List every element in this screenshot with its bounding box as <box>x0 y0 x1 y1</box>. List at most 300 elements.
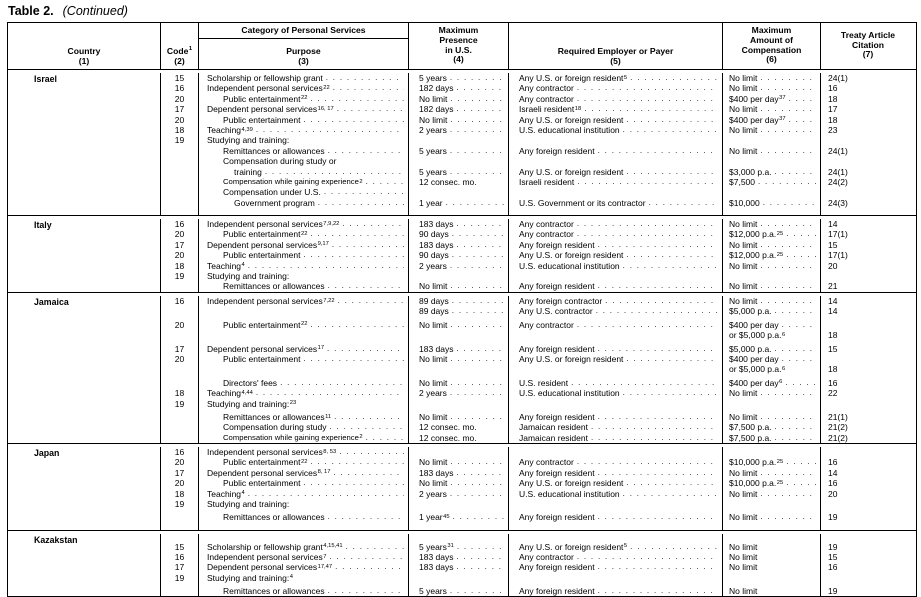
dot-leader <box>598 586 718 596</box>
cell-treaty <box>821 135 915 145</box>
dot-leader <box>626 354 718 364</box>
cell-employer <box>509 83 723 93</box>
cell-employer <box>509 250 723 260</box>
cell-purpose-text: Scholarship or fellowship grant <box>207 541 323 552</box>
dot-leader <box>280 378 404 388</box>
cell-compensation <box>723 156 821 166</box>
cell-code-text: 19 <box>174 398 185 409</box>
cell-treaty <box>821 240 915 250</box>
cell-code <box>161 562 199 572</box>
cell-purpose-text: Public entertainment <box>223 319 301 330</box>
cell-purpose: Remittances or allowances $^{11}$ . . . <box>199 412 409 422</box>
table-label: Table 2. <box>8 4 54 18</box>
cell-compensation <box>723 354 821 364</box>
cell-presence <box>409 271 509 281</box>
cell-presence <box>409 433 509 443</box>
cell-code-text: 20 <box>174 457 185 468</box>
cell-country <box>8 354 161 364</box>
cell-treaty-text: 24(1) <box>828 145 848 156</box>
cell-employer-text: Any foreign resident <box>519 585 595 596</box>
cell-compensation <box>723 320 821 330</box>
cell-presence-text: 5 years <box>419 166 447 177</box>
cell-code <box>161 229 199 239</box>
cell-employer <box>509 320 723 330</box>
cell-code <box>161 135 199 145</box>
cell-compensation-text: $10,000 p.a. <box>729 457 777 468</box>
cell-employer-text: Any U.S. or foreign resident <box>519 478 624 489</box>
cell-country <box>8 489 161 499</box>
cell-employer <box>509 412 723 422</box>
cell-treaty-text: 21(2) <box>828 432 848 443</box>
table-row <box>8 177 916 187</box>
cell-employer-text: Any U.S. or foreign resident <box>519 73 624 84</box>
cell-compensation: $10,000 p.a. $^{25}$ . . . <box>723 478 821 488</box>
dot-leader <box>450 146 504 156</box>
table-row <box>8 433 916 443</box>
table-row <box>8 94 916 104</box>
cell-treaty-text: 24(1) <box>828 166 848 177</box>
cell-purpose-text: Compensation while gaining experience <box>223 176 359 186</box>
table-row <box>8 198 916 208</box>
dot-leader <box>457 104 505 114</box>
table-row <box>8 552 916 562</box>
cell-purpose-text: Teaching <box>207 388 242 399</box>
filler-row <box>8 523 916 530</box>
dot-leader <box>457 552 505 562</box>
cell-compensation <box>723 586 821 596</box>
cell-employer <box>509 562 723 572</box>
table-row <box>8 562 916 572</box>
cell-presence-text: 2 years <box>419 125 447 135</box>
cell-treaty-text: 16 <box>828 83 838 94</box>
dot-leader <box>450 586 504 596</box>
cell-employer <box>509 156 723 166</box>
header-compensation: Maximum Amount of Compensation (6) <box>723 23 821 69</box>
cell-employer <box>509 534 723 542</box>
table-continued-label: (Continued) <box>62 4 128 18</box>
cell-purpose-text: Remittances or allowances <box>223 585 325 596</box>
cell-code <box>161 354 199 364</box>
cell-purpose <box>199 73 409 83</box>
cell-treaty <box>821 542 915 552</box>
cell-purpose <box>199 198 409 208</box>
dot-leader <box>598 146 718 156</box>
cell-purpose: Dependent personal services $^{9,17}$ . . . <box>199 240 409 250</box>
cell-presence-text: 182 days <box>419 83 454 94</box>
cell-treaty <box>821 104 915 114</box>
cell-presence-text: No limit <box>419 478 448 489</box>
cell-purpose <box>199 306 409 316</box>
cell-compensation <box>723 499 821 509</box>
cell-code-text: 18 <box>174 488 185 499</box>
cell-presence <box>409 229 509 239</box>
cell-treaty <box>821 73 915 83</box>
cell-purpose: Compensation while gaining experience $^2$ . . . <box>199 177 409 187</box>
cell-compensation <box>723 296 821 306</box>
cell-compensation <box>723 146 821 156</box>
cell-compensation-text: No limit <box>729 145 758 156</box>
cell-country <box>8 499 161 509</box>
dot-leader <box>598 468 718 478</box>
header-employer <box>509 23 723 69</box>
cell-code <box>161 156 199 166</box>
dot-leader <box>577 457 718 467</box>
cell-employer-text: Any contractor <box>519 93 574 104</box>
cell-presence <box>409 306 509 316</box>
cell-treaty <box>821 271 915 281</box>
cell-presence <box>409 250 509 260</box>
cell-employer <box>509 177 723 187</box>
cell-employer <box>509 344 723 354</box>
cell-treaty-text: 14 <box>828 467 838 478</box>
dot-leader <box>598 281 718 291</box>
dot-leader <box>626 167 718 177</box>
dot-leader <box>346 542 404 552</box>
cell-compensation-text: $5,000 p.a. <box>729 343 772 354</box>
cell-compensation <box>723 489 821 499</box>
cell-country <box>8 135 161 145</box>
cell-presence-text: No limit <box>419 411 448 422</box>
table-row <box>8 412 916 422</box>
cell-purpose: Dependent personal services $^{17}$ . . . <box>199 344 409 354</box>
cell-compensation-text: $7,500 p.a. <box>729 432 772 443</box>
cell-code <box>161 261 199 271</box>
dot-leader <box>450 94 504 104</box>
cell-compensation-text: $12,000 p.a. <box>729 229 777 240</box>
cell-presence <box>409 489 509 499</box>
cell-treaty-text: 20 <box>828 260 838 271</box>
cell-country <box>8 281 161 291</box>
cell-presence <box>409 320 509 330</box>
dot-leader <box>577 177 718 187</box>
cell-purpose-text: Independent personal services <box>207 296 323 307</box>
dot-leader <box>591 433 718 443</box>
cell-presence <box>409 115 509 125</box>
cell-code-text: 17 <box>174 343 185 354</box>
dot-leader <box>450 167 504 177</box>
cell-country <box>8 344 161 354</box>
table-row <box>8 354 916 364</box>
cell-presence <box>409 296 509 306</box>
dot-leader <box>328 281 404 291</box>
cell-presence-text: 90 days <box>419 229 449 240</box>
cell-country <box>8 198 161 208</box>
table-row <box>8 573 916 583</box>
filler-cell <box>409 208 509 215</box>
dot-leader <box>760 261 816 271</box>
cell-compensation-text: No limit <box>729 562 758 573</box>
cell-presence-text: 1 year <box>419 197 443 208</box>
cell-purpose-text: Dependent personal services <box>207 562 318 573</box>
cell-compensation <box>723 573 821 583</box>
cell-code <box>161 542 199 552</box>
dot-leader <box>775 167 816 177</box>
cell-compensation-text: or $5,000 p.a. <box>729 330 782 341</box>
cell-purpose <box>199 354 409 364</box>
cell-country <box>8 562 161 572</box>
header-country-num: (1) <box>78 56 90 67</box>
cell-employer-text: Any foreign resident <box>519 343 595 354</box>
cell-country <box>8 156 161 166</box>
cell-treaty-text: 19 <box>828 512 838 523</box>
dot-leader <box>332 240 404 250</box>
cell-employer-text: Any foreign resident <box>519 411 595 422</box>
cell-presence-text: No limit <box>419 319 448 330</box>
cell-presence-text: No limit <box>419 281 448 292</box>
dot-leader <box>256 388 404 398</box>
filler-cell <box>161 523 199 530</box>
header-code-label: Code <box>166 46 189 57</box>
cell-employer <box>509 499 723 509</box>
dot-leader <box>591 422 718 432</box>
cell-code <box>161 94 199 104</box>
cell-code <box>161 364 199 374</box>
cell-code <box>161 412 199 422</box>
cell-country <box>8 388 161 398</box>
cell-treaty <box>821 146 915 156</box>
country-name: Italy <box>34 220 52 230</box>
cell-code <box>161 83 199 93</box>
cell-purpose: Scholarship or fellowship grant $^{4,15,41}$ . . . <box>199 542 409 552</box>
cell-code <box>161 296 199 306</box>
cell-presence <box>409 146 509 156</box>
table-row <box>8 478 916 488</box>
cell-code <box>161 512 199 522</box>
cell-treaty <box>821 156 915 166</box>
cell-code <box>161 378 199 388</box>
cell-code <box>161 586 199 596</box>
cell-purpose <box>199 586 409 596</box>
cell-treaty <box>821 296 915 306</box>
cell-presence <box>409 552 509 562</box>
cell-treaty <box>821 489 915 499</box>
cell-code-text: 18 <box>174 125 185 135</box>
header-code <box>161 23 199 69</box>
dot-leader <box>782 354 816 364</box>
cell-code <box>161 104 199 114</box>
cell-code-text: 16 <box>174 219 185 230</box>
cell-employer: Israeli resident $^{18}$ . . . <box>509 104 723 114</box>
cell-purpose: Public entertainment $^{22}$ . . . <box>199 94 409 104</box>
cell-code <box>161 198 199 208</box>
filler-cell <box>509 523 723 530</box>
dot-leader <box>452 296 504 306</box>
cell-country <box>8 552 161 562</box>
table-row <box>8 542 916 552</box>
cell-employer-text: Any foreign resident <box>519 145 595 156</box>
cell-presence-text: 89 days <box>419 306 449 317</box>
cell-compensation <box>723 433 821 443</box>
cell-presence <box>409 499 509 509</box>
cell-presence-text: No limit <box>419 377 448 388</box>
cell-employer <box>509 512 723 522</box>
cell-employer <box>509 187 723 197</box>
cell-treaty <box>821 433 915 443</box>
dot-leader <box>760 489 816 499</box>
dot-leader <box>326 73 404 83</box>
cell-compensation <box>723 281 821 291</box>
dot-leader <box>623 261 718 271</box>
cell-purpose: Independent personal services $^7$ . . . <box>199 552 409 562</box>
cell-treaty-text: 18 <box>828 93 838 104</box>
cell-country <box>8 167 161 177</box>
table-row <box>8 104 916 114</box>
cell-employer-text: Any U.S. contractor <box>519 306 593 317</box>
cell-employer-text: Any contractor <box>519 551 574 562</box>
cell-purpose <box>199 156 409 166</box>
cell-treaty-text: 15 <box>828 239 838 250</box>
cell-compensation: or $5,000 p.a. $^6$ <box>723 364 821 374</box>
dot-leader <box>450 354 504 364</box>
cell-code <box>161 534 199 542</box>
cell-purpose-text: Independent personal services <box>207 447 323 458</box>
cell-treaty <box>821 552 915 562</box>
table-row <box>8 296 916 306</box>
cell-country <box>8 271 161 281</box>
cell-presence <box>409 412 509 422</box>
table-row <box>8 146 916 156</box>
cell-compensation-text: $400 per day <box>729 114 779 125</box>
dot-leader <box>775 422 816 432</box>
cell-presence <box>409 478 509 488</box>
dot-leader <box>366 177 404 187</box>
cell-treaty <box>821 412 915 422</box>
cell-employer <box>509 447 723 457</box>
cell-employer <box>509 94 723 104</box>
cell-purpose <box>199 167 409 177</box>
dot-leader <box>450 320 504 330</box>
cell-employer <box>509 229 723 239</box>
cell-purpose-text: training <box>234 166 262 177</box>
dot-leader <box>248 489 404 499</box>
cell-presence-text: 5 years <box>419 145 447 156</box>
cell-purpose <box>199 271 409 281</box>
dot-leader <box>760 219 816 229</box>
cell-compensation-text: No limit <box>729 73 758 84</box>
dot-leader <box>457 240 505 250</box>
cell-presence-text: 2 years <box>419 260 447 271</box>
cell-treaty-text: 24(3) <box>828 197 848 208</box>
header-category: Category of Personal Services <box>199 23 408 39</box>
dot-leader <box>626 478 718 488</box>
cell-purpose: Dependent personal services $^{8, 17}$ . . . <box>199 468 409 478</box>
cell-treaty <box>821 115 915 125</box>
cell-code <box>161 422 199 432</box>
table-row <box>8 586 916 596</box>
cell-purpose-text: Public entertainment <box>223 114 301 125</box>
filler-cell <box>161 208 199 215</box>
dot-leader <box>786 229 816 239</box>
cell-treaty <box>821 364 915 374</box>
cell-code-text: 15 <box>174 541 185 552</box>
dot-leader <box>584 104 718 114</box>
cell-employer <box>509 422 723 432</box>
cell-treaty <box>821 468 915 478</box>
cell-purpose-text: Teaching <box>207 260 242 271</box>
cell-treaty <box>821 457 915 467</box>
cell-country <box>8 447 161 457</box>
cell-employer <box>509 378 723 388</box>
cell-compensation-text: No limit <box>729 125 758 135</box>
cell-employer-text: Any contractor <box>519 219 574 230</box>
cell-compensation <box>723 399 821 409</box>
dot-leader <box>760 468 816 478</box>
cell-compensation-text: $5,000 p.a. <box>729 306 772 317</box>
dot-leader <box>598 344 718 354</box>
cell-country <box>8 250 161 260</box>
cell-employer <box>509 240 723 250</box>
header-country-label: Country <box>67 46 101 57</box>
dot-leader <box>446 198 504 208</box>
cell-presence-text: 1 year <box>419 512 443 523</box>
dot-leader <box>310 320 404 330</box>
cell-treaty <box>821 499 915 509</box>
dot-leader <box>457 562 505 572</box>
cell-country <box>8 399 161 409</box>
cell-country <box>8 422 161 432</box>
cell-purpose-text: Independent personal services <box>207 83 323 94</box>
cell-employer <box>509 219 723 229</box>
cell-treaty <box>821 320 915 330</box>
filler-cell <box>821 208 915 215</box>
dot-leader <box>452 306 504 316</box>
cell-compensation: $10,000 p.a. $^{25}$ . . . <box>723 457 821 467</box>
cell-code-text: 19 <box>174 135 185 146</box>
cell-presence <box>409 187 509 197</box>
cell-employer-text: Any U.S. or foreign resident <box>519 166 624 177</box>
dot-leader <box>775 433 816 443</box>
table-row <box>8 399 916 409</box>
cell-employer-text: Jamaican resident <box>519 422 588 433</box>
dot-leader <box>450 478 504 488</box>
cell-compensation <box>723 125 821 135</box>
cell-treaty <box>821 219 915 229</box>
cell-compensation-text: $400 per day <box>729 354 779 364</box>
cell-code <box>161 552 199 562</box>
cell-country <box>8 433 161 443</box>
cell-code-text: 20 <box>174 478 185 489</box>
table-row <box>8 499 916 509</box>
table-row <box>8 306 916 316</box>
cell-compensation-text: No limit <box>729 488 758 499</box>
cell-purpose-text: Remittances or allowances <box>223 145 325 156</box>
cell-compensation <box>723 534 821 542</box>
cell-employer: Any U.S. or foreign resident $^5$ . . . <box>509 542 723 552</box>
filler-cell <box>8 523 161 530</box>
dot-leader <box>760 281 816 291</box>
cell-purpose-text: Independent personal services <box>207 551 323 562</box>
dot-leader <box>450 378 504 388</box>
country-name: Jamaica <box>34 297 69 307</box>
dot-leader <box>577 219 718 229</box>
dot-leader <box>450 457 504 467</box>
cell-treaty-text: 15 <box>828 343 838 354</box>
dot-leader <box>450 261 504 271</box>
cell-compensation <box>723 306 821 316</box>
cell-purpose-text: Public entertainment <box>223 250 301 261</box>
cell-compensation-text: $400 per day <box>729 319 779 330</box>
dot-leader <box>577 320 718 330</box>
cell-compensation-text: No limit <box>729 260 758 271</box>
dot-leader <box>577 552 718 562</box>
cell-purpose: Public entertainment $^{22}$ . . . <box>199 457 409 467</box>
cell-employer-text: Any foreign contractor <box>519 296 603 307</box>
dot-leader <box>457 344 505 354</box>
cell-employer <box>509 135 723 145</box>
table-row <box>8 320 916 330</box>
cell-purpose <box>199 534 409 542</box>
cell-compensation <box>723 552 821 562</box>
